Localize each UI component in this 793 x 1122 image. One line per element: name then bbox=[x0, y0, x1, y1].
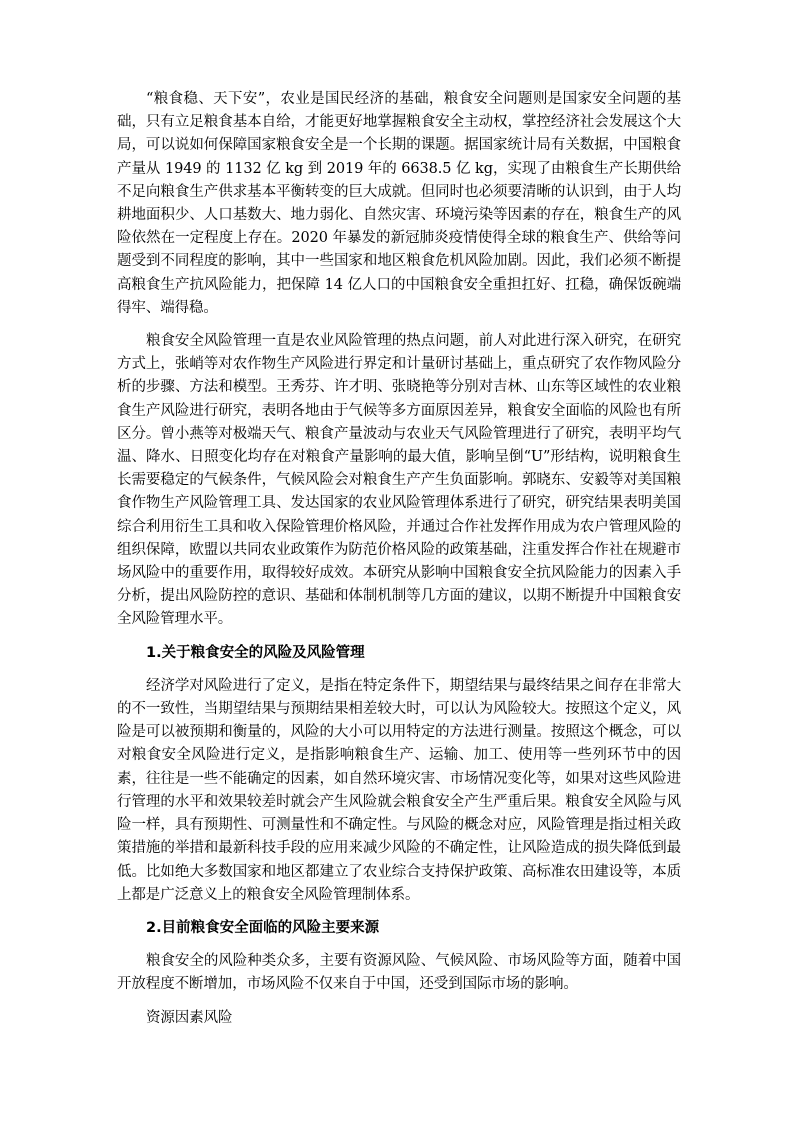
subsection-label: 资源因素风险 bbox=[146, 1009, 233, 1026]
section-1-heading: 1.关于粮食安全的风险及风险管理 bbox=[146, 644, 365, 661]
section-1-paragraph: 经济学对风险进行了定义，是指在特定条件下，期望结果与最终结果之间存在非常大的不一致性，当期望结果与预期结果相差较大时，可以认为风险较大。按照这个定义，风险是可以被预期和衡量的，风险的大小可以用特定的方法进行测量。按照这个概念，可以对粮食安全风险进行定义，是指影响粮食生产、运输、加工、使用等一些列环节中的因素，往往是一些不能确定的因素，如自然环境灾害、市场情况变化等，如果对这些风险进行管理的水平和效果较差时就会产生风险就会粮食安全产生严重后果。粮食安全风险与风险一样，具有预期性、可测量性和不确定性。与风险的概念对应，风险管理是指过相关政策措施的举措和最新科技手段的应用来减少风险的不确定性，让风险造成的损失降低到最低。比如绝大多数国家和地区都建立了农业综合支持保护政策、高标准农田建设等，本质上都是广泛意义上的粮食安全风险管理制体系。 bbox=[117, 677, 681, 903]
document-page bbox=[117, 88, 681, 1040]
section-2-paragraph: 粮食安全的风险种类众多，主要有资源风险、气候风险、市场风险等方面，随着中国开放程度不断增加，市场风险不仅来自于中国，还受到国际市场的影响。 bbox=[117, 953, 681, 993]
intro-paragraph-2: 粮食安全风险管理一直是农业风险管理的热点问题，前人对此进行深入研究，在研究方式上，张峭等对农作物生产风险进行界定和计量研讨基础上，重点研究了农作物风险分析的步骤、方法和模型。王秀芬、许才明、张晓艳等分别对吉林、山东等区域性的农业粮食生产风险进行研究，表明各地由于气候等多方面原因差异，粮食安全面临的风险也有所区分。曾小燕等对极端天气、粮食产量波动与农业天气风险管理进行了研究，表明平均气温、降水、日照变化均存在对粮食产量影响的最大值，影响呈倒“U”形结构，说明粮食生长需要稳定的气候条件，气候风险会对粮食生产产生负面影响。郭晓东、安毅等对美国粮食作物生产风险管理工具、发达国家的农业风险管理体系进行了研究，研究结果表明美国综合利用衍生工具和收入保险管理价格风险，并通过合作社发挥作用成为农户管理风险的组织保障，欧盟以共同农业政策作为防范价格风险的政策基础，注重发挥合作社在规避市场风险中的重要作用，取得较好成效。本研究从影响中国粮食安全抗风险能力的因素入手分析，提出风险防控的意识、基础和体制机制等几方面的建议，以期不断提升中国粮食安全风险管理水平。 bbox=[117, 333, 681, 628]
intro-paragraph-1: “粮食稳、天下安”，农业是国民经济的基础，粮食安全问题则是国家安全问题的基础，只有立足粮食基本自给，才能更好地掌握粮食安全主动权，掌控经济社会发展这个大局，可以说如何保障国家粮食安全是一个长期的课题。据国家统计局有关数据，中国粮食产量从 1949 的 1132 亿 kg 到 2019 年的 6638.5 亿 kg，实现了由粮食生产长期供给不足向粮食生产供求基本平衡转变的巨大成就。但同时也必须要清晰的认识到，由于人均耕地面积少、人口基数大、地力弱化、自然灾害、环境污染等因素的存在，粮食生产的风险依然在一定程度上存在。2020 年暴发的新冠肺炎疫情使得全球的粮食生产、供给等问题受到不同程度的影响，其中一些国家和地区粮食危机风险加剧。因此，我们必须不断提高粮食生产抗风险能力，把保障 14 亿人口的中国粮食安全重担扛好、扛稳，确保饭碗端得牢、端得稳。 bbox=[117, 91, 681, 316]
section-2-heading: 2.目前粮食安全面临的风险主要来源 bbox=[146, 919, 380, 936]
